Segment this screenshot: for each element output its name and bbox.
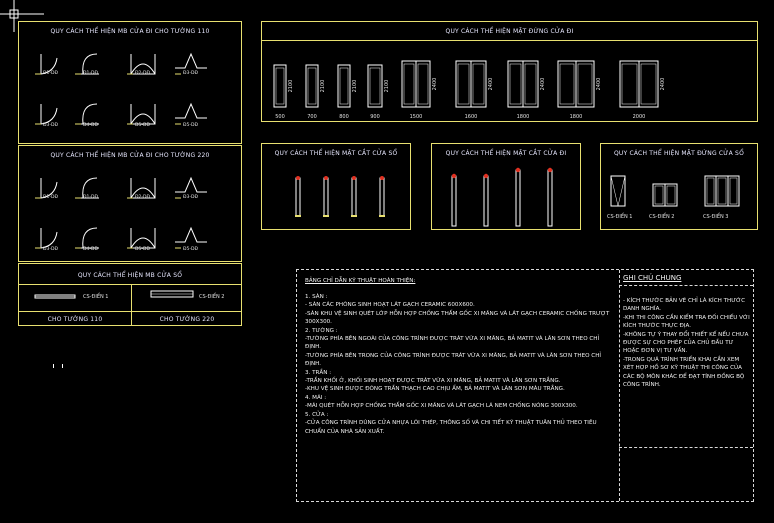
door-width-label: 1600	[464, 114, 478, 120]
door-height-label: 2100	[384, 79, 390, 93]
door-plan-symbol	[127, 104, 155, 124]
spec-line: 1. SÀN :	[305, 294, 328, 300]
door-plan-symbol	[127, 228, 155, 248]
door-elevation	[558, 61, 594, 107]
spec-line: - SÀN CÁC PHÒNG SINH HOẠT LÁT GẠCH CERAMIC 600X600.	[305, 302, 475, 309]
door-plan-symbol	[75, 228, 99, 248]
spec-line: 5. CỬA :	[305, 411, 329, 418]
door-elevation	[456, 61, 486, 107]
door-height-label: 2100	[288, 79, 294, 93]
door-height-label: 2400	[432, 77, 438, 91]
door-plan-symbol	[175, 228, 207, 248]
door-plan-symbols	[19, 146, 243, 263]
door-plan-label: Đ2-DĐ	[135, 71, 150, 76]
spec-title: BẢNG CHỈ DẪN KỸ THUẬT HOÀN THIỆN:	[305, 278, 416, 284]
door-elevation	[508, 61, 538, 107]
panel-door-elevation	[261, 21, 758, 122]
window-plan-label: CS-ĐIỂN 1	[83, 294, 109, 300]
panel-title: QUY CÁCH THỂ HIỆN MB CỬA ĐI CHO TƯỜNG 110	[50, 28, 210, 35]
door-width-label: 2000	[632, 114, 646, 120]
notes-lines	[623, 297, 751, 389]
panel-title: QUY CÁCH THỂ HIỆN MẶT ĐỨNG CỬA ĐI	[445, 28, 574, 35]
panel-title: QUY CÁCH THỂ HIỆN MẶT CẮT CỬA ĐI	[445, 150, 567, 157]
window-elevation-label: CS-ĐIỂN 2	[649, 214, 675, 220]
notes-line: -KHI THI CÔNG CẦN KIỂM TRA ĐỐI CHIẾU VỚI KÍCH THƯỚC THỰC ĐỊA.	[623, 314, 750, 330]
panel-door-section	[431, 143, 581, 230]
door-plan-label: Đ4-DĐ	[83, 123, 98, 128]
door-section-drawings	[432, 144, 582, 231]
wall-110-label: CHO TƯỜNG 110	[47, 316, 103, 323]
door-plan-label: Đ2-DĐ	[135, 195, 150, 200]
door-elevation	[274, 65, 286, 107]
door-plan-symbol	[175, 104, 207, 124]
door-height-label: 2400	[540, 77, 546, 91]
panel-title: QUY CÁCH THỂ HIỆN MB CỬA ĐI CHO TƯỜNG 220	[50, 152, 210, 159]
spec-line: -KHU VỆ SINH ĐƯỢC ĐÓNG TRẦN THẠCH CAO CHỊU ẨM, BẢ MATIT VÀ LĂN SƠN MÀU TRẮNG.	[305, 386, 565, 393]
door-plan-label: Đ1-DĐ	[43, 71, 58, 76]
door-plan-label: Đ1-DĐ	[43, 195, 58, 200]
door-plan-label: Đ5-DĐ	[183, 123, 198, 128]
door-width-label: 700	[307, 114, 317, 120]
door-elevation	[620, 61, 658, 107]
door-plan-symbols	[19, 22, 243, 145]
spec-line: 2. TƯỜNG :	[305, 327, 338, 334]
door-plan-label: Đ1-DĐ	[83, 71, 98, 76]
spec-lines	[305, 293, 613, 436]
door-plan-label: Đ4-DĐ	[83, 247, 98, 252]
door-plan-label: Đ5-DĐ	[135, 123, 150, 128]
door-width-label: 1800	[516, 114, 530, 120]
door-plan-symbol	[35, 228, 57, 248]
door-height-label: 2400	[488, 77, 494, 91]
door-plan-label: Đ5-DĐ	[135, 247, 150, 252]
window-section-drawings	[262, 144, 412, 231]
door-elevation	[306, 65, 318, 107]
spec-table	[296, 269, 754, 502]
door-width-label: 1500	[409, 114, 423, 120]
wall-220-label: CHO TƯỜNG 220	[159, 316, 215, 323]
door-plan-label: Đ3-DĐ	[183, 71, 198, 76]
door-height-label: 2100	[352, 79, 358, 93]
notes-line: -KHÔNG TỰ Ý THAY ĐỔI THIẾT KẾ NẾU CHƯA ĐƯỢC SỰ CHO PHÉP CỦA CHỦ ĐẦU TƯ HOẶC ĐƠN VỊ TƯ VẤN.	[623, 331, 749, 355]
door-elevation	[338, 65, 350, 107]
door-width-label: 500	[275, 114, 285, 120]
door-height-label: 2400	[596, 77, 602, 91]
spec-line: -MÁI QUÉT HỖN HỢP CHỐNG THẤM GỐC XI MĂNG VÀ LÁT GẠCH LÁ NEM CHỐNG NÓNG 300X300.	[305, 403, 578, 410]
window-elevation-label: CS-ĐIỂN 1	[607, 214, 633, 220]
door-elevation	[368, 65, 382, 107]
door-width-label: 800	[339, 114, 349, 120]
door-height-label: 2400	[660, 77, 666, 91]
stray-marks	[53, 364, 63, 368]
spec-line: -TRẦN KHỐI Ở, KHỐI SINH HOẠT ĐƯỢC TRÁT VỮA XI MĂNG, BẢ MATIT VÀ LĂN SƠN TRẮNG.	[305, 378, 561, 385]
spec-line: -CỬA CÔNG TRÌNH DÙNG CỬA NHỰA LÕI THÉP, THÔNG SỐ VÀ CHI TIẾT KỸ THUẬT TUÂN THỦ THEO TIÊU CHUẨN CỦA NHÀ SẢN XUẤT.	[305, 420, 597, 435]
door-plan-symbol	[75, 104, 99, 124]
notes-line: -TRONG QUÁ TRÌNH TRIỂN KHAI CẦN XEM XÉT HỢP HỒ SƠ KỸ THUẬT THI CÔNG CỦA CÁC BỘ MÔN KHÁC ĐỂ ĐẠT TÍNH ĐỒNG BỘ CÔNG TRÌNH.	[623, 356, 745, 389]
notes-title: GHI CHÚ CHUNG	[623, 274, 682, 282]
door-plan-label: Đ3-DĐ	[183, 195, 198, 200]
panel-door-plan-110	[18, 21, 242, 144]
window-elevation-label: CS-ĐIỂN 3	[703, 214, 729, 220]
door-height-label: 2100	[320, 79, 326, 93]
door-plan-label: Đ5-DĐ	[183, 247, 198, 252]
spec-line: -TƯỜNG PHÍA BÊN TRONG CỦA CÔNG TRÌNH ĐƯỢC TRÁT VỮA XI MĂNG, BẢ MATIT VÀ LĂN SƠN THEO CHỈ ĐỊNH.	[305, 352, 602, 368]
notes-line: - KÍCH THƯỚC BẢN VẼ CHỈ LÀ KÍCH THƯỚC DANH NGHĨA.	[623, 298, 746, 313]
door-plan-symbol	[35, 104, 57, 124]
panel-title: QUY CÁCH THỂ HIỆN MẶT CẮT CỬA SỔ	[274, 150, 398, 157]
panel-title: QUY CÁCH THỂ HIỆN MẶT ĐỨNG CỬA SỔ	[613, 150, 744, 157]
door-elevation	[402, 61, 430, 107]
door-plan-label: Đ3-DĐ	[43, 247, 58, 252]
panel-door-plan-220	[18, 145, 242, 262]
door-elevation-drawings	[262, 22, 759, 123]
door-width-label: 900	[370, 114, 380, 120]
panel-window-plan	[18, 263, 242, 326]
spec-line: 4. MÁI :	[305, 394, 327, 401]
door-width-label: 1800	[569, 114, 583, 120]
panel-window-elevation	[600, 143, 758, 230]
spec-line: -SÀN KHU VỆ SINH QUÉT LỚP HỖN HỢP CHỐNG THẤM GỐC XI MĂNG VÀ LÁT GẠCH CERAMIC CHỐNG TRƯỢT 300X300.	[305, 310, 610, 326]
door-plan-label: Đ3-DĐ	[43, 123, 58, 128]
door-plan-label: Đ1-DĐ	[83, 195, 98, 200]
window-plan-label: CS-ĐIỂN 2	[199, 294, 225, 300]
spec-line: 3. TRẦN :	[305, 369, 332, 376]
panel-window-section	[261, 143, 411, 230]
spec-line: -TƯỜNG PHÍA BÊN NGOÀI CỦA CÔNG TRÌNH ĐƯỢC TRÁT VỮA XI MĂNG, BẢ MATIT VÀ LĂN SƠN THEO CHỈ ĐỊNH.	[305, 336, 600, 351]
panel-title: QUY CÁCH THỂ HIỆN MB CỬA SỔ	[77, 272, 183, 279]
